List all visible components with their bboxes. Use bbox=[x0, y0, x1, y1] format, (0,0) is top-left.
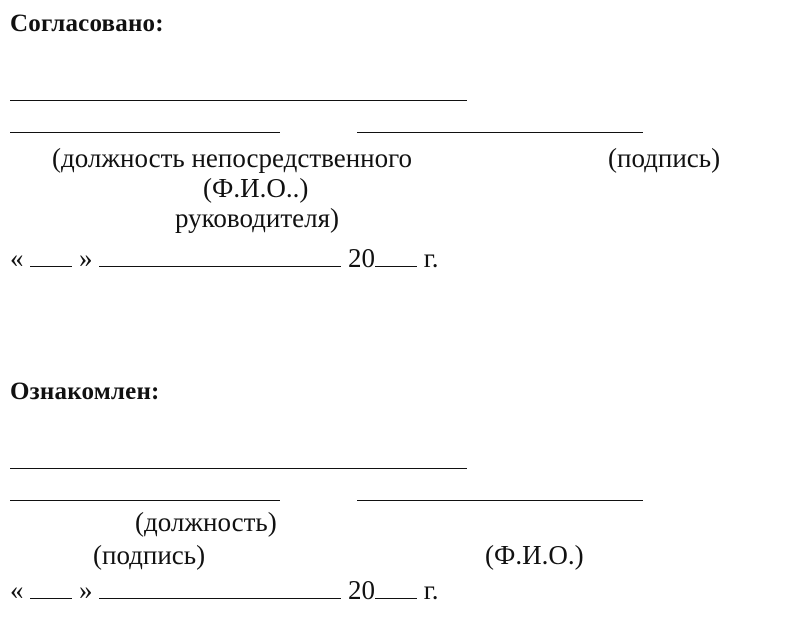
open-quote: « bbox=[10, 243, 24, 273]
acknowledged-blank-line bbox=[10, 468, 467, 469]
acknowledged-position-line bbox=[10, 500, 280, 501]
approved-name-label: (Ф.И.О..) bbox=[203, 173, 309, 203]
acknowledged-heading: Ознакомлен: bbox=[10, 378, 160, 405]
acknowledged-name-label: (Ф.И.О.) bbox=[485, 540, 584, 570]
approved-blank-line bbox=[10, 100, 467, 101]
acknowledged-date-line bbox=[10, 575, 439, 605]
year-blank bbox=[375, 576, 417, 599]
close-quote: » bbox=[79, 243, 93, 273]
year-prefix: 20 bbox=[348, 243, 375, 273]
approved-signature-label: (подпись) bbox=[608, 143, 721, 173]
month-blank bbox=[99, 244, 341, 267]
approved-heading: Согласовано: bbox=[10, 10, 164, 37]
month-blank bbox=[99, 576, 341, 599]
year-suffix: г. bbox=[423, 575, 439, 605]
approved-date-line bbox=[10, 243, 439, 273]
year-blank bbox=[375, 244, 417, 267]
approved-position-label-cont: руководителя) bbox=[175, 203, 340, 233]
approved-position-label: (должность непосредственного bbox=[52, 143, 413, 173]
year-prefix: 20 bbox=[348, 575, 375, 605]
close-quote: » bbox=[79, 575, 93, 605]
approved-position-line bbox=[10, 132, 280, 133]
day-blank bbox=[30, 244, 72, 267]
acknowledged-signature-line bbox=[357, 500, 643, 501]
year-suffix: г. bbox=[423, 243, 439, 273]
approved-signature-line bbox=[357, 132, 643, 133]
day-blank bbox=[30, 576, 72, 599]
acknowledged-signature-label: (подпись) bbox=[93, 540, 206, 570]
acknowledged-position-label: (должность) bbox=[135, 507, 277, 537]
open-quote: « bbox=[10, 575, 24, 605]
